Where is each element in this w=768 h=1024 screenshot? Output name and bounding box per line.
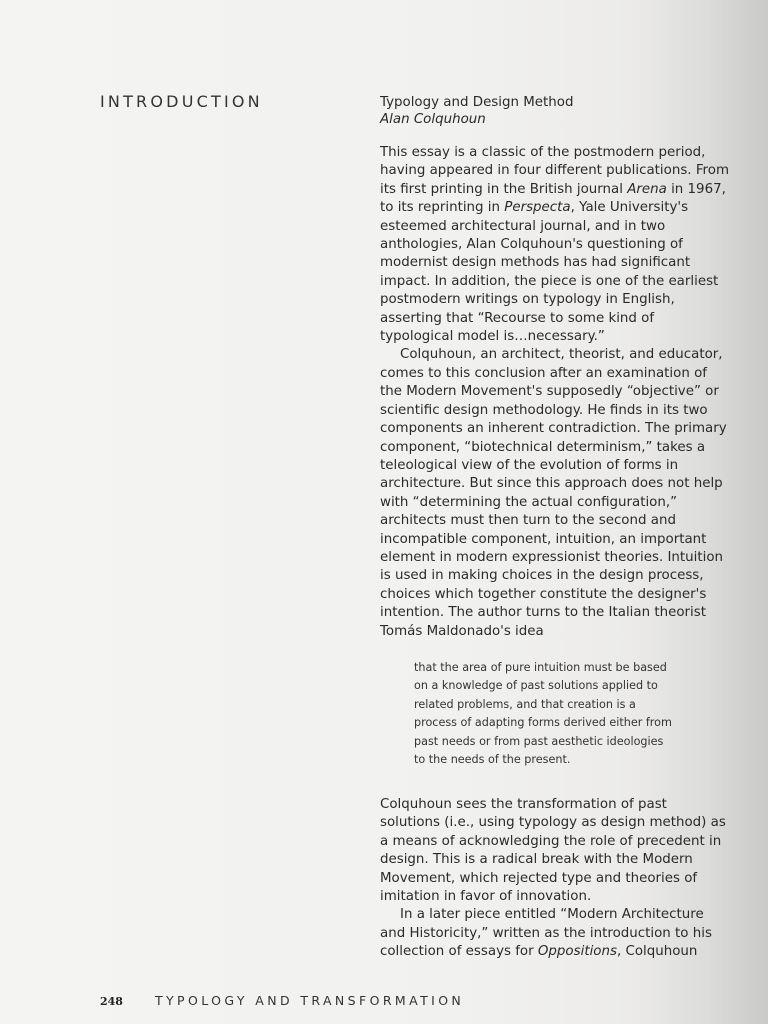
- paragraph-1-part-2: in 1967, to its reprinting in: [380, 181, 726, 216]
- quote-line: that the area of pure intuition must be based: [414, 660, 667, 674]
- quote-line: to the needs of the present.: [414, 753, 571, 767]
- paragraph-3: Colquhoun sees the transformation of past solutions (i.e., using typology as design method) as a means of acknowledging the role of precedent in design. This is a radical break with the Modern Movement, which rejected type and theories of imitation in favor of innovation.: [380, 796, 726, 904]
- quote-line: related problems, and that creation is a: [414, 697, 636, 711]
- paragraph-2: Colquhoun, an architect, theorist, and educator, comes to this conclusion after an examination of the Modern Movement's supposedly “objective” or scientific design methodology. He finds in its two components an inherent contradiction. The primary component, “biotechnical determinism,” takes a teleological view of the evolution of forms in architecture. But since this approach does not help with “determining the actual configuration,” architects must then turn to the second and incompatible component, intuition, an important element in modern expressionist theories. Intuition is used in making choices in the design process, choices which together constitute the designer's intention. The author turns to the Italian theorist Tomás Maldonado's idea: [380, 347, 727, 639]
- article-author: Alan Colquhoun: [380, 112, 486, 127]
- page-footer: [100, 993, 464, 1008]
- paragraph-4-part-1: In a later piece entitled “Modern Architecture and Historicity,” written as the introduction to his collection of essays for: [380, 907, 712, 960]
- quote-line: process of adapting forms derived either from: [414, 716, 672, 730]
- quote-line: on a knowledge of past solutions applied to: [414, 679, 658, 693]
- text-column: [380, 94, 730, 962]
- quote-line: past needs or from past aesthetic ideologies: [414, 734, 664, 748]
- block-quote: [414, 659, 724, 770]
- paragraph-1: [380, 144, 730, 346]
- paragraph-1-part-3: , Yale University's esteemed architectural journal, and in two anthologies, Alan Colquhoun's questioning of modernist design methods has had significant impact. In addition, the piece is one of the earliest postmodern writings on typology in English, asserting that “Recourse to some kind of typological model is…necessary.”: [380, 200, 719, 345]
- paragraph-4-part-2: , Colquhoun: [616, 944, 698, 960]
- journal-name-oppositions: Oppositions: [537, 944, 617, 960]
- paragraph-4: [380, 906, 730, 961]
- article-title: Typology and Design Method: [380, 95, 574, 110]
- paragraph-1-part-1: This essay is a classic of the postmodern period, having appeared in four different publications. From its first printing in the British journal: [380, 145, 729, 197]
- running-head: TYPOLOGY AND TRANSFORMATION: [154, 993, 465, 1008]
- page-number: 248: [100, 995, 123, 1008]
- section-heading: INTRODUCTION: [100, 92, 263, 111]
- journal-name-arena: Arena: [627, 181, 667, 197]
- journal-name-perspecta: Perspecta: [504, 200, 571, 216]
